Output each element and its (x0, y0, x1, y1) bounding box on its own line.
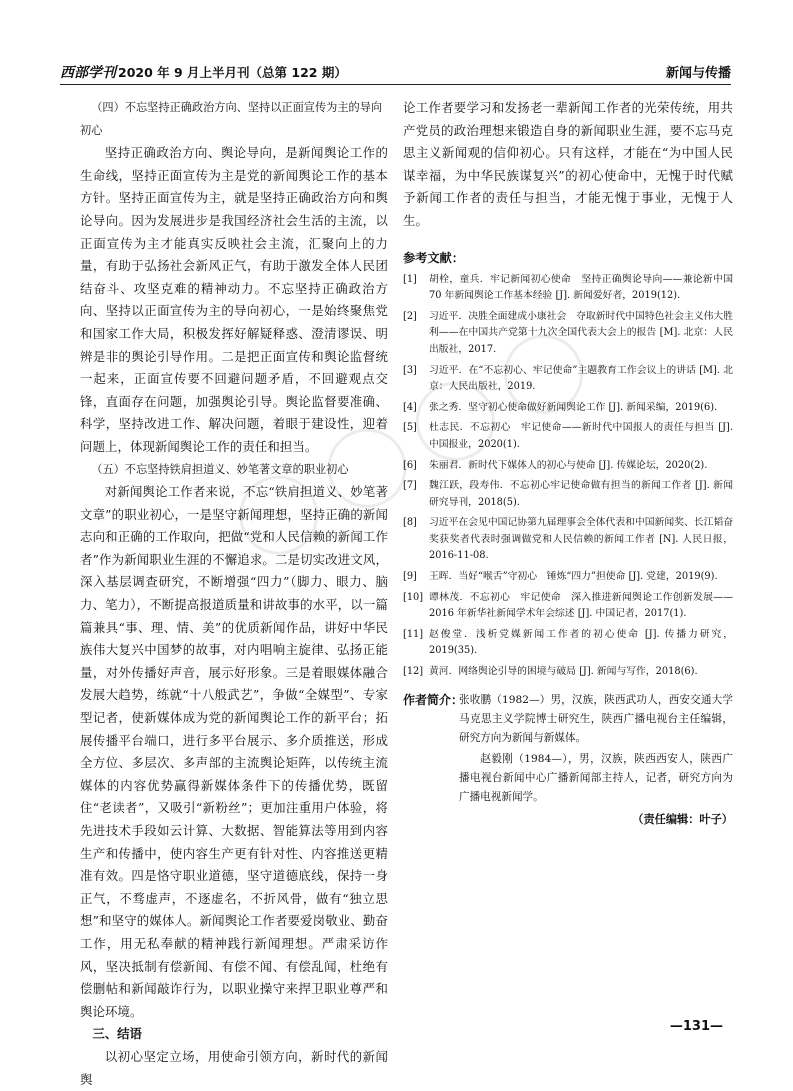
reference-text: 习近平．决胜全面建成小康社会 夺取新时代中国特色社会主义伟大胜利——在中国共产党第十九次全国代表大会上的报告 [M]. 北京：人民出版社，2017. (429, 310, 733, 355)
reference-number: [4] (403, 401, 417, 413)
reference-number: [11] (403, 628, 424, 640)
reference-text: 谭林茂．不忘初心 牢记使命 深入推进新闻舆论工作创新发展——2016 年新华社新闻学术年会综述 [J]. 中国记者，2017(1). (429, 591, 733, 620)
page-number: —131— (669, 1019, 723, 1034)
reference-item (403, 627, 733, 660)
paragraph: 以初心坚定立场，用使命引领方向，新时代的新闻舆 (80, 1048, 388, 1087)
header-rule (60, 84, 731, 85)
author-2-bio: 赵毅刚（1984—），男，汉族，陕西西安人，陕西广播电视台新闻中心广播新闻部主持人，记者，研究方向为广播电视新闻学。 (459, 752, 733, 803)
section-name: 新闻与传播 (665, 66, 731, 81)
reference-text: 魏江跃，段寿伟．不忘初心牢记使命做有担当的新闻工作者 [J]. 新闻研究导刊，2018(5). (429, 480, 733, 508)
journal-info (60, 62, 347, 82)
reference-number: [1] (403, 273, 417, 285)
author-intro-body (459, 691, 733, 807)
references-list (403, 272, 733, 681)
reference-number: [12] (403, 666, 424, 678)
reference-item (403, 515, 733, 565)
author-1-bio: 张收鹏（1982—）男，汉族，陕西武功人，西安交通大学马克思主义学院博士研究生，陕西广播电视台主任编辑，研究方向为新闻与新媒体。 (459, 693, 733, 744)
reference-text: 赵俊堂．浅析党媒新闻工作者的初心使命 [J]. 传播力研究，2019(35). (429, 628, 733, 657)
journal-logo: 西部学刊 (60, 65, 116, 81)
reference-item (403, 272, 733, 305)
reference-number: [9] (403, 571, 417, 583)
reference-text: 胡栓，童兵．牢记新闻初心使命 坚持正确舆论导向——兼论新中国 70 年新闻舆论工作基本经验 [J]. 新闻爱好者，2019(12). (429, 273, 733, 302)
reference-item (403, 664, 733, 681)
reference-item (403, 363, 733, 396)
conclusion-continued: 论工作者要学习和发扬老一辈新闻工作者的光荣传统，用共产党员的政治理想来锻造自身的新闻职业生涯，要不忘马克思主义新闻观的信仰初心。只有这样，才能在“为中国人民谋幸福，为中华民族谋复兴”的初心使命中，无愧于时代赋予新闻工作者的责任与担当，才能无愧于事业，无愧于人生。 (403, 100, 733, 228)
subsection-heading-5: （五）不忘坚持铁肩担道义、妙笔著文章的职业初心 (91, 462, 349, 476)
reference-text: 张之秀．坚守初心使命做好新闻舆论工作 [J]. 新闻采编，2019(6). (429, 401, 718, 413)
reference-number: [2] (403, 310, 417, 322)
reference-number: [3] (403, 364, 417, 376)
reference-item (403, 569, 733, 586)
reference-text: 习近平．在“不忘初心、牢记使命”主题教育工作会议上的讲话 [M]. 北京：人民出版社，2019. (429, 364, 733, 393)
left-column (80, 97, 388, 1091)
page-header (60, 58, 731, 82)
right-column (403, 97, 733, 827)
paragraph: 对新闻舆论工作者来说，不忘“铁肩担道义、妙笔著文章”的职业初心，一是坚守新闻理想，坚持正确的新闻志向和正确的工作取向，把做“党和人民信赖的新闻工作者”作为新闻职业生涯的不懈追求。二是切实改进文风，深入基层调查研究，不断增强“四力”（脚力、眼力、脑力、笔力），不断提高报道质量和讲故事的水平，以一篇篇兼具“事、理、情、美”的优质新闻作品，讲好中华民族伟大复兴中国梦的故事，对内唱响主旋律、弘扬正能量，对外传播好声音，展示好形象。三是着眼媒体融合发展大趋势，练就“十八般武艺”，争做“全媒型”、专家型记者，使新媒体成为党的新闻舆论工作的新平台；拓展传播平台端口，进行多平台展示、多介质推送，形成全方位、多层次、多声部的主流舆论矩阵，以传统主流媒体的内容优势赢得新媒体条件下的传播优势，既留住“老读者”，又吸引“新粉丝”；更加注重用户体验，将先进技术手段如云计算、大数据、智能算法等用到内容生产和传播中，使内容生产更有针对性、内容推送更精准有效。四是恪守职业道德，坚守道德底线，保持一身正气，不骛虚声，不逐虚名，不折风骨，做有“独立思想”和坚守的媒体人。新闻舆论工作者要爱岗敬业、勤奋工作，用无私奉献的精神践行新闻理想。严肃采访作风，坚决抵制有偿新闻、有偿不闻、有偿乱闻，杜绝有偿删帖和新闻敲诈行为，以职业操守来捍卫职业尊严和舆论环境。 (80, 484, 388, 1019)
section-heading-conclusion: 三、结语 (92, 1026, 142, 1042)
editor-note: （责任编辑：叶子） (632, 812, 733, 826)
reference-text: 黄河．网络舆论引导的困境与破局 [J]. 新闻与写作，2018(6). (429, 666, 698, 678)
reference-number: [8] (403, 517, 417, 529)
reference-item (403, 478, 733, 511)
author-intro (403, 691, 733, 807)
paragraph: 坚持正确政治方向、舆论导向，是新闻舆论工作的生命线，坚持正面宣传为主是党的新闻舆论工作的基本方针。坚持正面宣传为主，就是坚持正确政治方向和舆论导向。因为发展进步是我国经济社会生活的主流，以正面宣传为主才能真实反映社会主流，汇聚向上的力量，有助于弘扬社会新风正气，有助于激发全体人民团结奋斗、攻坚克难的精神动力。不忘坚持正确政治方向、坚持以正面宣传为主的导向初心，一是始终聚焦党和国家工作大局，积极发挥好解疑释惑、澄清谬误、明辨是非的舆论引导作用。二是把正面宣传和舆论监督统一起来，正面宣传要不回避问题矛盾，不回避观点交锋，直面存在问题，加强舆论引导。舆论监督要准确、科学，坚持改进工作、解决问题，着眼于建设性，迎着问题上，体现新闻舆论工作的责任和担当。 (80, 145, 388, 454)
author-intro-label: 作者简介： (403, 692, 464, 707)
reference-item (403, 420, 733, 453)
reference-text: 朱丽君．新时代下媒体人的初心与使命 [J]. 传媒论坛，2020(2). (429, 459, 708, 471)
reference-text: 杜志民．不忘初心 牢记使命——新时代中国报人的责任与担当 [J]. 中国报业，2020(1). (429, 422, 733, 450)
reference-text: 王晖．当好“喉舌”守初心 锤炼“四力”担使命 [J]. 党建，2019(9). (429, 571, 718, 583)
issue-info: 2020 年 9 月上半月刊（总第 122 期） (118, 65, 347, 80)
reference-number: [6] (403, 459, 417, 471)
reference-number: [7] (403, 480, 417, 492)
subsection-heading-4: （四）不忘坚持正确政治方向、坚持以正面宣传为主的导向初心 (80, 101, 383, 137)
reference-item (403, 309, 733, 359)
reference-number: [5] (403, 422, 417, 434)
reference-item (403, 458, 733, 475)
reference-item (403, 400, 733, 417)
reference-text: 习近平在会见中国记协第九届理事会全体代表和中国新闻奖、长江韬奋奖获奖者代表时强调做党和人民信赖的新闻工作者 [N]. 人民日报，2016-11-08. (429, 517, 733, 562)
references-title: 参考文献： (403, 250, 464, 265)
reference-item (403, 590, 733, 623)
reference-number: [10] (403, 591, 424, 603)
